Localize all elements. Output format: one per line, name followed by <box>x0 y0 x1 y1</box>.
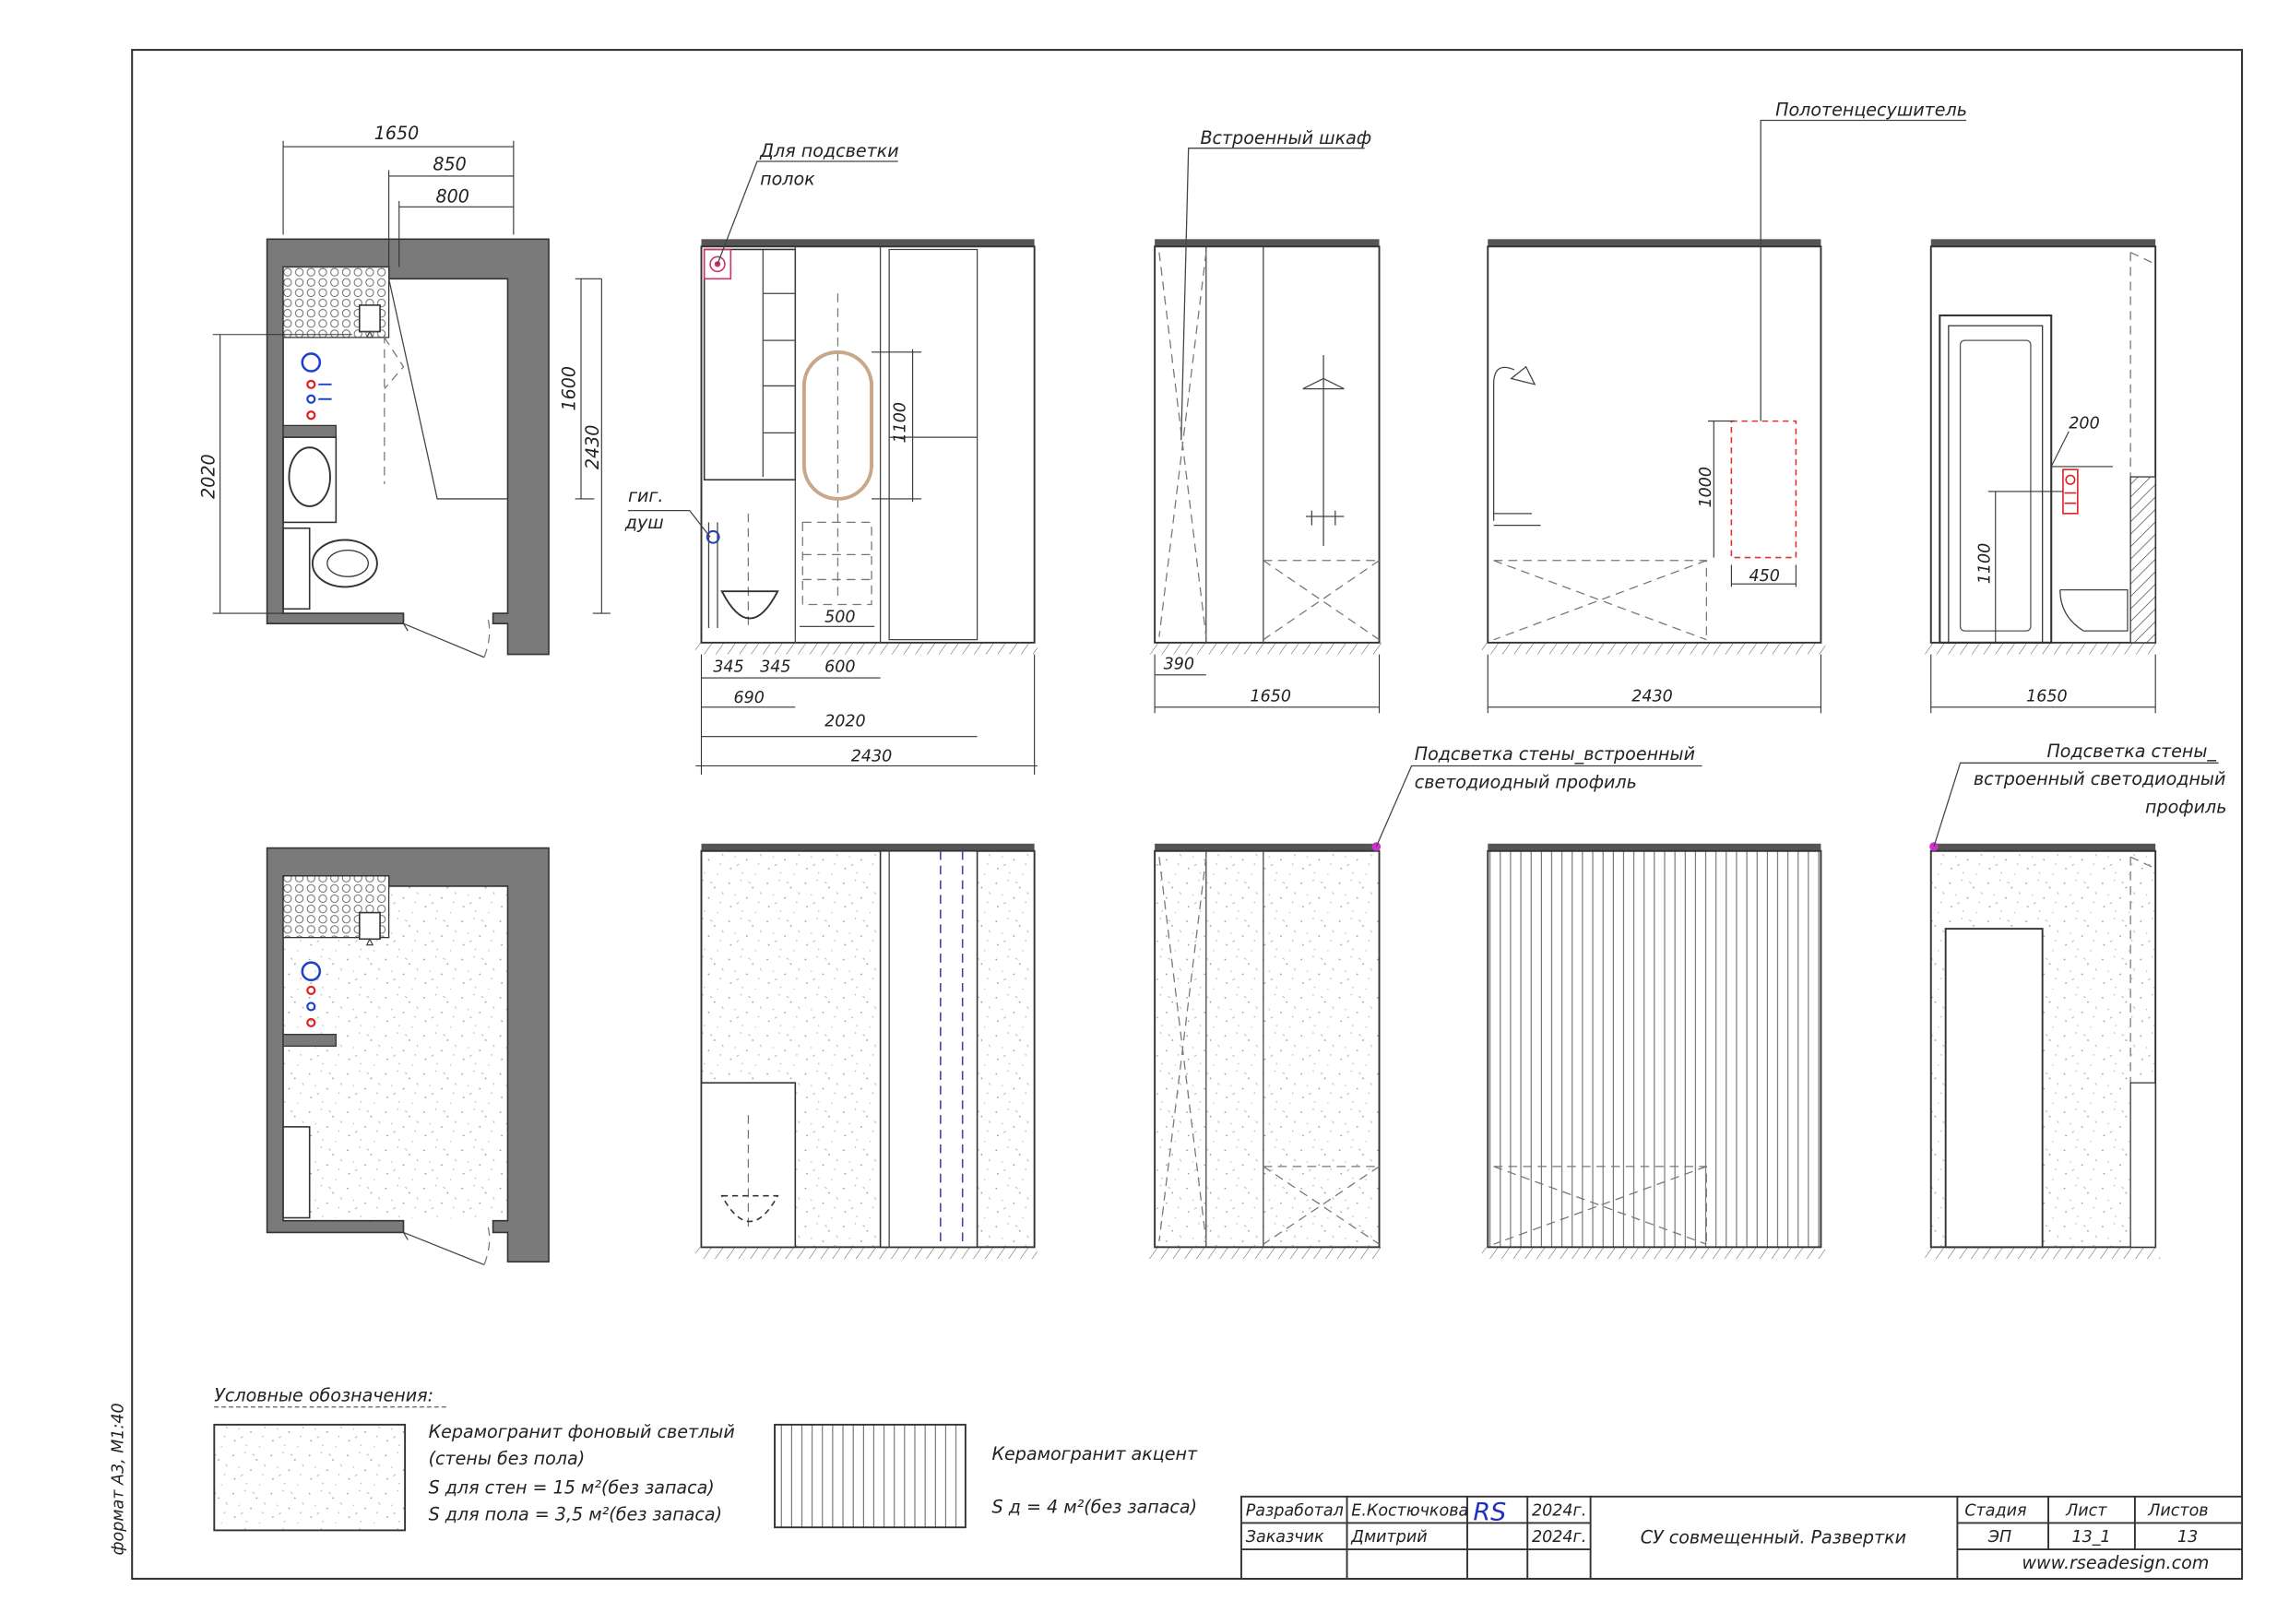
legend-accent-2: S д = 4 м²(без запаса) <box>991 1496 1198 1518</box>
towel-dryer-icon <box>1731 421 1796 558</box>
stage-value: ЭП <box>1987 1528 2012 1547</box>
legend-accent-1: Керамогранит акцент <box>991 1443 1198 1465</box>
elevation-3-bottom <box>1482 844 1825 1259</box>
client-label: Заказчик <box>1245 1528 1324 1547</box>
stage-label: Стадия <box>1964 1501 2027 1521</box>
dim-plan-2430: 2430 <box>582 424 604 470</box>
dim-plan-width: 1650 <box>374 123 420 145</box>
year-2: 2024г. <box>1532 1528 1587 1547</box>
developed-label: Разработал <box>1245 1501 1344 1521</box>
dim-e1-500: 500 <box>824 608 856 627</box>
dim-e4-1650: 1650 <box>2026 687 2068 706</box>
dim-e4-1100: 1100 <box>1975 542 1995 585</box>
elevation-4-top <box>1925 239 2160 713</box>
legend-title: Условные обозначения: <box>214 1384 434 1406</box>
drawing-title: СУ совмещенный. Развертки <box>1640 1526 1907 1548</box>
sheets-value: 13 <box>2177 1528 2199 1547</box>
elevation-2-top <box>1149 127 1384 713</box>
developer-name: Е.Костючкова <box>1351 1501 1469 1521</box>
year-1: 2024г. <box>1532 1501 1587 1521</box>
sheets-label: Листов <box>2148 1501 2209 1521</box>
drain-icon <box>302 353 320 371</box>
label-wall-light-a2: светодиодный профиль <box>1414 771 1637 793</box>
dim-plan-2020: 2020 <box>197 454 219 499</box>
dim-e2-390: 390 <box>1163 655 1195 674</box>
dim-e1-600: 600 <box>824 658 856 677</box>
label-lighting-shelves-1: Для подсветки <box>760 140 899 162</box>
dim-e3-1000: 1000 <box>1697 466 1716 508</box>
sheet-label: Лист <box>2066 1501 2107 1521</box>
dim-plan-850: 850 <box>433 153 467 175</box>
floor-plan-top <box>197 123 611 658</box>
legend-swatch-light <box>214 1425 405 1531</box>
label-builtin-cabinet: Встроенный шкаф <box>1200 126 1372 148</box>
dim-plan-800: 800 <box>435 185 469 207</box>
elevation-1-bottom <box>695 844 1038 1259</box>
label-lighting-shelves-2: полок <box>760 168 815 190</box>
dim-e3-2430: 2430 <box>1631 687 1673 706</box>
dim-e1-345b: 345 <box>760 658 791 677</box>
floor-plan-bottom <box>267 848 549 1265</box>
title-block <box>1241 1497 2242 1579</box>
format-label: формат А3, М1:40 <box>109 1403 128 1556</box>
signature: RS <box>1473 1498 1507 1527</box>
led-point-icon <box>1372 842 1382 851</box>
sink-icon <box>289 447 330 506</box>
dim-e1-1100: 1100 <box>891 401 910 444</box>
dim-e1-2020: 2020 <box>824 712 866 731</box>
client-name: Дмитрий <box>1351 1528 1428 1547</box>
dim-e2-1650: 1650 <box>1250 687 1292 706</box>
shower-column-icon <box>1303 355 1345 546</box>
elevation-4-bottom <box>1925 741 2226 1259</box>
elevation-3-top <box>1482 100 1967 714</box>
label-hyg-shower-1: гиг. <box>627 485 664 507</box>
elevation-1-top <box>624 140 1038 775</box>
dim-e1-2430: 2430 <box>850 747 893 766</box>
shower-set-icon <box>1494 367 1541 526</box>
legend-swatch-accent <box>775 1425 966 1527</box>
legend-light-2: (стены без пола) <box>428 1447 586 1469</box>
label-hyg-shower-2: душ <box>624 511 664 533</box>
sheet-value: 13_1 <box>2071 1528 2111 1547</box>
label-wall-light-a1: Подсветка стены_встроенный <box>1414 743 1695 765</box>
legend-light-1: Керамогранит фоновый светлый <box>428 1421 735 1443</box>
legend-light-3: S для стен = 15 м²(без запаса) <box>428 1476 715 1499</box>
dim-e4-200: 200 <box>2069 414 2100 433</box>
toilet-icon <box>313 539 377 587</box>
dim-e3-450: 450 <box>1749 567 1780 587</box>
label-wall-light-b3: профиль <box>2145 796 2227 818</box>
label-towel-dryer: Полотенцесушитель <box>1775 99 1967 121</box>
label-wall-light-b2: встроенный светодиодный <box>1973 768 2226 790</box>
website: www.rseadesign.com <box>2022 1551 2210 1573</box>
dim-e1-345a: 345 <box>713 658 744 677</box>
legend <box>214 1384 1198 1530</box>
label-wall-light-b1: Подсветка стены_ <box>2046 740 2216 762</box>
dim-plan-1600: 1600 <box>558 365 580 411</box>
dim-e1-690: 690 <box>733 689 765 708</box>
legend-light-4: S для пола = 3,5 м²(без запаса) <box>428 1503 723 1525</box>
